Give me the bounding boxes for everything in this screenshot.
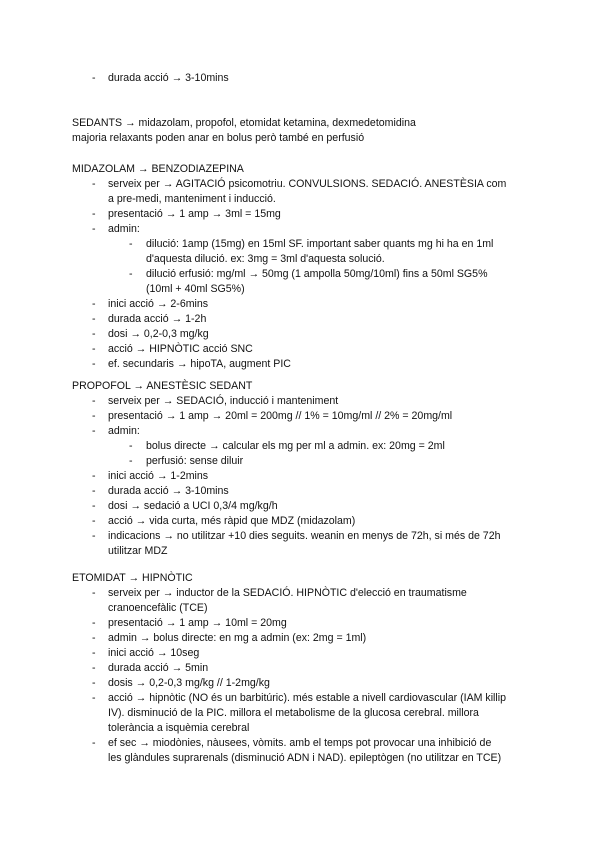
propofol-bolus: bolus directe → calcular els mg per ml a admin. ex: 20mg = 2ml <box>146 440 445 452</box>
propofol-admin: admin: <box>108 425 140 437</box>
midazolam-dilucio-2: d'aquesta dilució. ex: 3mg = 3ml d'aquesta solució. <box>146 253 385 265</box>
bullet-dash: - <box>92 343 96 355</box>
etomidat-accio-1: acció → hipnòtic (NO és un barbitúric). més estable a nivell cardiovascular (IAM killip <box>108 692 507 704</box>
bullet-dash: - <box>92 662 96 674</box>
midazolam-ef: ef. secundaris → hipoTA, augment PIC <box>108 358 291 370</box>
sub-bullet-dash: - <box>129 238 133 250</box>
bullet-dash: - <box>92 425 96 437</box>
midazolam-accio: acció → HIPNÒTIC acció SNC <box>108 343 253 355</box>
bullet-dash: - <box>92 737 96 749</box>
bullet-dash: - <box>92 617 96 629</box>
propofol-indic-2: utilitzar MDZ <box>108 545 168 557</box>
etomidat-serveix-2: cranoencefàlic (TCE) <box>108 602 208 614</box>
midazolam-erfusio-2: (10ml + 40ml SG5%) <box>146 283 245 295</box>
bullet-dash: - <box>92 500 96 512</box>
etomidat-serveix-1: serveix per → inductor de la SEDACIÓ. HIPNÒTIC d'elecció en traumatisme <box>108 587 467 599</box>
midazolam-serveix-1: serveix per → AGITACIÓ psicomotriu. CONVULSIONS. SEDACIÓ. ANESTÈSIA com <box>108 178 507 190</box>
propofol-presentacio: presentació → 1 amp → 20ml = 200mg // 1% = 10mg/ml // 2% = 20mg/ml <box>108 410 453 422</box>
midazolam-admin: admin: <box>108 223 140 235</box>
midazolam-dilucio-1: dilució: 1amp (15mg) en 15ml SF. important saber quants mg hi ha en 1ml <box>146 238 494 250</box>
propofol-heading: PROPOFOL → ANESTÈSIC SEDANT <box>72 380 253 392</box>
propofol-perfusio: perfusió: sense diluir <box>146 455 244 467</box>
bullet-dash: - <box>92 587 96 599</box>
midazolam-erfusio-1: dilució erfusió: mg/ml → 50mg (1 ampolla 50mg/10ml) fins a 50ml SG5% <box>146 268 488 280</box>
etomidat-dosis: dosis → 0,2-0,3 mg/kg // 1-2mg/kg <box>108 677 270 689</box>
etomidat-accio-3: tolerància a isquèmia cerebral <box>108 722 250 734</box>
sub-bullet-dash: - <box>129 440 133 452</box>
bullet-dash: - <box>92 358 96 370</box>
propofol-indic-1: indicacions → no utilitzar +10 dies seguits. weanin en menys de 72h, si més de 72h <box>108 530 501 542</box>
propofol-durada: durada acció → 3-10mins <box>108 485 229 497</box>
propofol-inici: inici acció → 1-2mins <box>108 470 209 482</box>
bullet-dash: - <box>92 328 96 340</box>
etomidat-durada: durada acció → 5min <box>108 662 209 674</box>
etomidat-efsec-2: les glàndules suprarenals (disminució ADN i NAD). epileptògen (no utilitzar en TCE) <box>108 752 502 764</box>
propofol-dosi: dosi → sedació a UCI 0,3/4 mg/kg/h <box>108 500 278 512</box>
etomidat-accio-2: IV). disminució de la PIC. millora el metabolisme de la glucosa cerebral. millora <box>108 707 479 719</box>
etomidat-presentacio: presentació → 1 amp → 10ml = 20mg <box>108 617 287 629</box>
bullet-dash: - <box>92 677 96 689</box>
bullet-dash: - <box>92 178 96 190</box>
bullet-dash: - <box>92 313 96 325</box>
etomidat-heading: ETOMIDAT → HIPNÒTIC <box>72 572 193 584</box>
bullet-dash: - <box>92 208 96 220</box>
midazolam-dosi: dosi → 0,2-0,3 mg/kg <box>108 328 209 340</box>
midazolam-presentacio: presentació → 1 amp → 3ml = 15mg <box>108 208 281 220</box>
sedants-line-2: majoria relaxants poden anar en bolus però també en perfusió <box>72 132 365 144</box>
etomidat-inici: inici acció → 10seg <box>108 647 200 659</box>
bullet-dash: - <box>92 692 96 704</box>
propofol-serveix: serveix per → SEDACIÓ, inducció i manteniment <box>108 395 339 407</box>
etomidat-efsec-1: ef sec → miodònies, nàusees, vòmits. amb el temps pot provocar una inhibició de <box>108 737 492 749</box>
bullet-dash: - <box>92 632 96 644</box>
etomidat-admin: admin → bolus directe: en mg a admin (ex: 2mg = 1ml) <box>108 632 367 644</box>
midazolam-serveix-2: a pre-medi, manteniment i inducció. <box>108 193 276 205</box>
bullet-dash: - <box>92 485 96 497</box>
sub-bullet-dash: - <box>129 268 133 280</box>
bullet-dash: - <box>92 410 96 422</box>
bullet-dash: - <box>92 470 96 482</box>
midazolam-heading: MIDAZOLAM → BENZODIAZEPINA <box>72 163 244 175</box>
sedants-line-1: SEDANTS → midazolam, propofol, etomidat ketamina, dexmedetomidina <box>72 117 416 129</box>
bullet-dash: - <box>92 298 96 310</box>
bullet-dash: - <box>92 530 96 542</box>
bullet-dash: - <box>92 515 96 527</box>
intro-item: durada acció → 3-10mins <box>108 72 229 84</box>
bullet-dash: - <box>92 395 96 407</box>
midazolam-inici: inici acció → 2-6mins <box>108 298 209 310</box>
bullet-dash: - <box>92 223 96 235</box>
midazolam-durada: durada acció → 1-2h <box>108 313 207 325</box>
bullet-dash: - <box>92 72 96 84</box>
sub-bullet-dash: - <box>129 455 133 467</box>
propofol-accio: acció → vida curta, més ràpid que MDZ (midazolam) <box>108 515 356 527</box>
bullet-dash: - <box>92 647 96 659</box>
